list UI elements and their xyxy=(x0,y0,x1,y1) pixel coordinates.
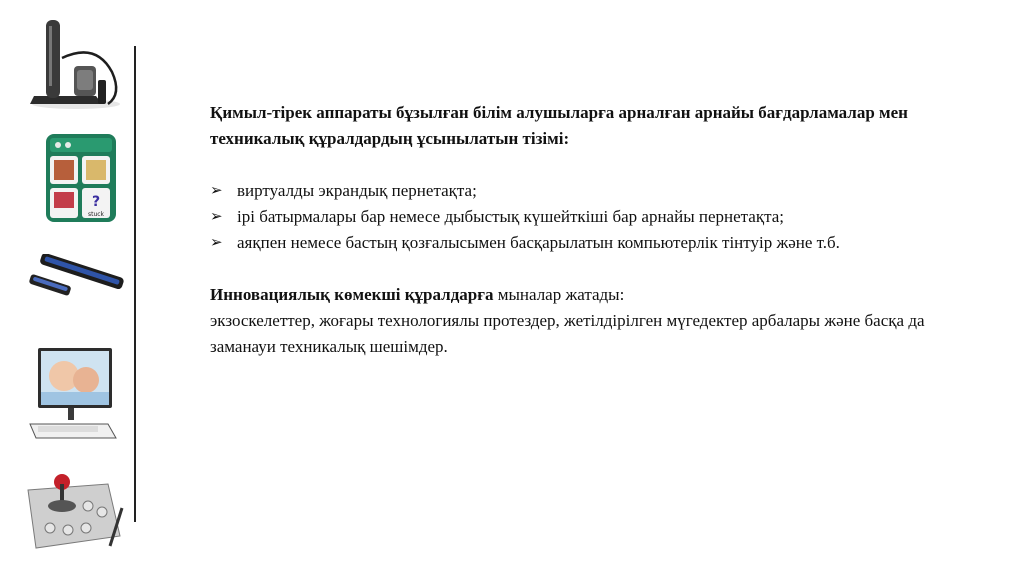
innovations-bold-text: Инновациялық көмекші құралдарға xyxy=(210,285,494,304)
list-item xyxy=(210,230,930,256)
arrow-bullet-icon: ➢ xyxy=(210,235,223,251)
main-content xyxy=(210,100,930,360)
list-item-text: виртуалды экрандық пернетақта; xyxy=(237,181,477,200)
arrow-bullet-icon: ➢ xyxy=(210,183,223,199)
braille-display-image xyxy=(24,254,128,318)
tools-list xyxy=(210,178,930,256)
list-item-text: аяқпен немесе бастың қозғалысымен басқарылатын компьютерлік тінтуір және т.б. xyxy=(237,233,840,252)
list-item-text: ірі батырмалары бар немесе дыбыстық күшейткіші бар арнайы пернетақта; xyxy=(237,207,784,226)
innovations-rest-text: мыналар жатады: xyxy=(493,285,625,304)
device-sidebar xyxy=(0,0,140,574)
card-stuck-label: stuck xyxy=(87,211,105,218)
list-item xyxy=(210,178,930,204)
arrow-bullet-icon: ➢ xyxy=(210,209,223,225)
innovations-line2-text: экзоскелеттер, жоғары технологиялы протездер, жетілдірілген мүгедектер арбалары және басқа да заманауи техникалық шешімдер. xyxy=(210,311,925,356)
handheld-reader-image xyxy=(26,12,130,112)
vertical-divider xyxy=(134,46,136,522)
video-magnifier-image xyxy=(28,346,118,442)
page-heading: Қимыл-тірек аппараты бұзылған білім алушыларға арналған арнайы бағдарламалар мен техникалық құралдардың ұсынылатын тізімі: xyxy=(210,103,908,148)
communication-board-image xyxy=(44,132,118,224)
joystick-controller-image xyxy=(22,462,126,554)
innovations-paragraph xyxy=(210,282,930,360)
card-question-label: ? xyxy=(91,194,101,210)
list-item xyxy=(210,204,930,230)
